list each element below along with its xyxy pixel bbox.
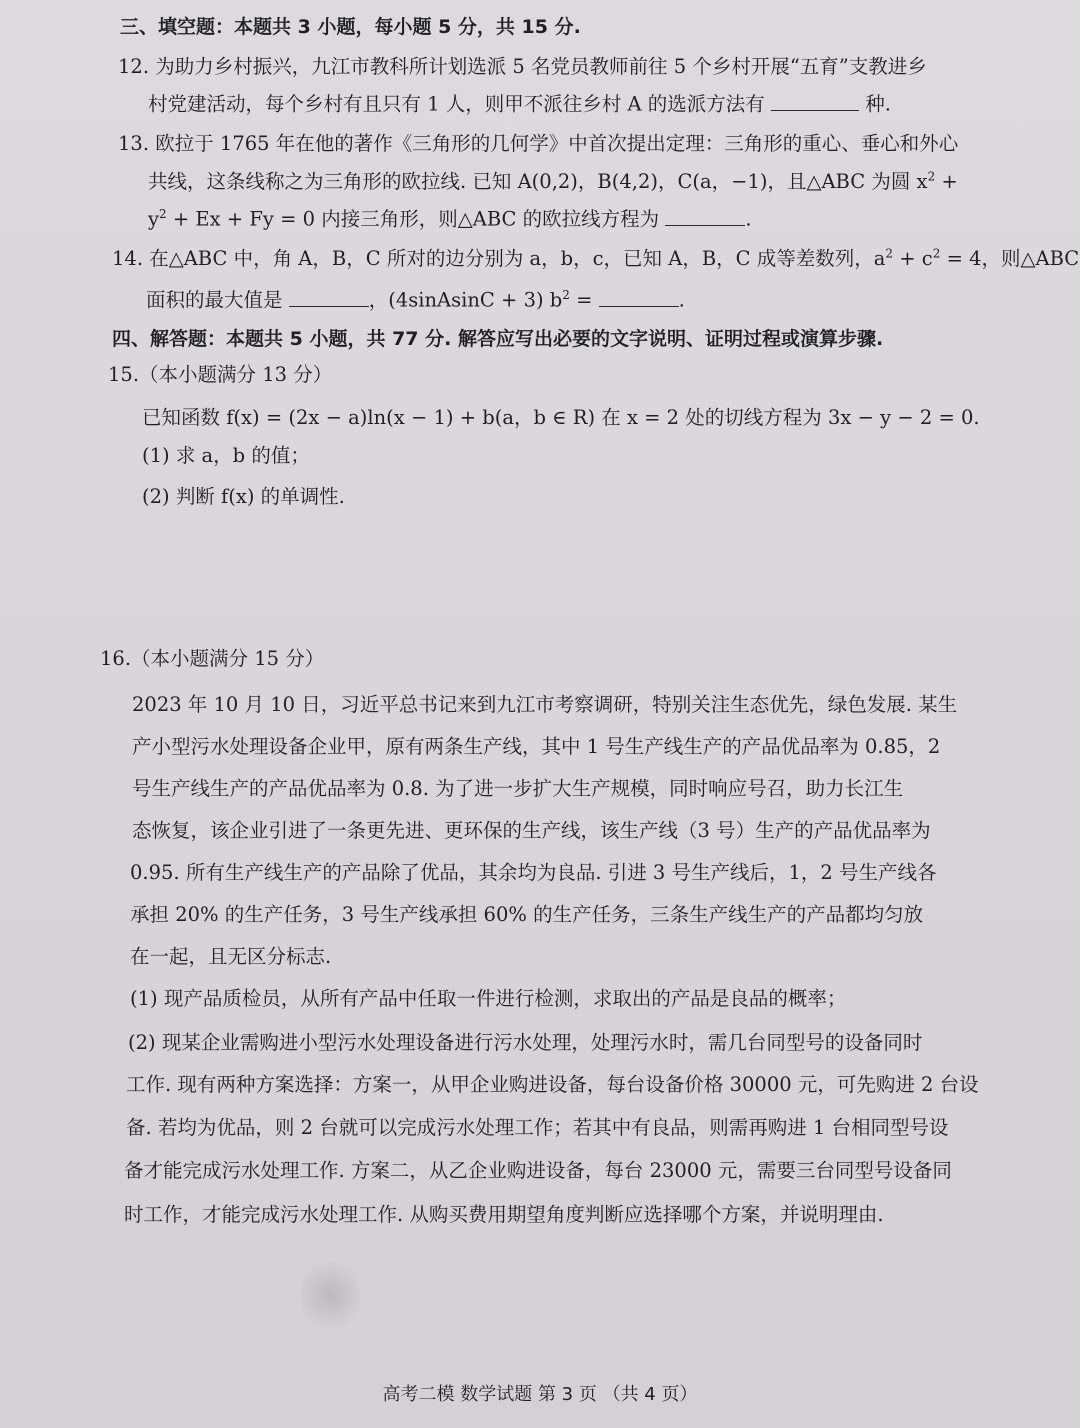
q13-text-d: + Ex + Fy = 0 内接三角形，则△ABC 的欧拉线方程为	[166, 207, 660, 231]
q16-heading: 16.（本小题满分 15 分）	[100, 647, 325, 670]
q16-part-2-line-3: 备. 若均为优品，则 2 台就可以完成污水处理工作；若其中有良品，则需再购进 1 台相同型号设	[126, 1116, 949, 1139]
q14-text-e: ，(4sinAsinC + 3) b	[368, 288, 563, 312]
q13-text-b: +	[935, 170, 958, 193]
q12-answer-blank	[771, 90, 859, 111]
q14-text-c: = 4，则△ABC	[940, 247, 1080, 270]
q12-line-2	[148, 90, 891, 118]
q16-part-2-line-2: 工作. 现有两种方案选择：方案一，从甲企业购进设备，每台设备价格 30000 元，可先购进 2 台设	[126, 1073, 979, 1096]
q15-part-1: (1) 求 a，b 的值；	[142, 444, 310, 467]
q13-sup-2: 2	[159, 207, 167, 221]
fingerprint-smudge	[300, 1255, 360, 1335]
q16-part-1: (1) 现产品质检员，从所有产品中任取一件进行检测，求取出的产品是良品的概率；	[130, 987, 847, 1010]
q16-line-6: 承担 20% 的生产任务，3 号生产线承担 60% 的生产任务，三条生产线生产的产品都均匀放	[130, 903, 924, 926]
q14-answer-blank-2	[599, 286, 679, 307]
q14-sup-1: 2	[885, 246, 894, 261]
section-answer-heading: 四、解答题：本题共 5 小题，共 77 分. 解答应写出必要的文字说明、证明过程或演算步骤.	[112, 328, 884, 350]
q16-line-1: 2023 年 10 月 10 日，习近平总书记来到九江市考察调研，特别关注生态优先，绿色发展. 某生	[132, 693, 958, 716]
page-footer: 高考二模 数学试题 第 3 页 （共 4 页）	[382, 1384, 698, 1405]
q14-sup-2: 2	[932, 246, 941, 261]
q12-line-1: 12. 为助力乡村振兴，九江市教科所计划选派 5 名党员教师前往 5 个乡村开展“五育”支教进乡	[118, 55, 927, 78]
q12-unit: 种.	[865, 92, 891, 116]
q15-stem: 已知函数 f(x) = (2x − a)ln(x − 1) + b(a，b ∈ R) 在 x = 2 处的切线方程为 3x − y − 2 = 0.	[142, 406, 980, 429]
q16-line-2: 产小型污水处理设备企业甲，原有两条生产线，其中 1 号生产线生产的产品优品率为 0.85，2	[132, 735, 941, 758]
q16-part-2-line-4: 备才能完成污水处理工作. 方案二，从乙企业购进设备，每台 23000 元，需要三台同型号设备同	[124, 1159, 952, 1182]
q14-sup-3: 2	[562, 288, 570, 302]
q14-answer-blank-1	[289, 286, 369, 307]
q13-end: .	[745, 207, 752, 231]
q14-line-1	[112, 246, 1079, 272]
q14-text-f: =	[569, 288, 593, 312]
q13-line-3	[148, 205, 752, 233]
q13-sup-1: 2	[927, 169, 936, 184]
q15-heading: 15.（本小题满分 13 分）	[108, 363, 333, 386]
section-fill-in-heading: 三、填空题：本题共 3 小题，每小题 5 分，共 15 分.	[120, 16, 581, 38]
q12-text: 村党建活动，每个乡村有且只有 1 人，则甲不派往乡村 A 的选派方法有	[148, 92, 765, 116]
q15-part-2: (2) 判断 f(x) 的单调性.	[142, 485, 345, 508]
q14-text-b: + c	[893, 247, 933, 270]
q13-answer-blank	[665, 205, 745, 226]
q16-part-2-line-5: 时工作，才能完成污水处理工作. 从购买费用期望角度判断应选择哪个方案，并说明理由.	[124, 1203, 884, 1226]
q16-line-4: 态恢复，该企业引进了一条更先进、更环保的生产线，该生产线（3 号）生产的产品优品率为	[132, 819, 931, 842]
q16-line-7: 在一起，且无区分标志.	[130, 945, 332, 968]
q13-text-c: y	[148, 207, 160, 231]
q14-text-d: 面积的最大值是	[146, 288, 283, 312]
q14-text-a: 14. 在△ABC 中，角 A，B，C 所对的边分别为 a，b，c，已知 A，B，C 成等差数列，a	[112, 247, 886, 270]
q13-line-2	[148, 169, 958, 195]
q16-line-3: 号生产线生产的产品优品率为 0.8. 为了进一步扩大生产规模，同时响应号召，助力长江生	[132, 777, 904, 800]
q16-part-2-line-1: (2) 现某企业需购进小型污水处理设备进行污水处理，处理污水时，需几台同型号的设备同时	[128, 1031, 923, 1054]
q14-line-2	[146, 286, 685, 314]
q13-text-a: 共线，这条线称之为三角形的欧拉线. 已知 A(0,2)，B(4,2)，C(a，−1)，且△ABC 为圆 x	[148, 170, 928, 193]
q14-end: .	[678, 288, 685, 312]
q16-line-5: 0.95. 所有生产线生产的产品除了优品，其余均为良品. 引进 3 号生产线后，1，2 号生产线各	[130, 861, 937, 884]
q13-line-1: 13. 欧拉于 1765 年在他的著作《三角形的几何学》中首次提出定理：三角形的重心、垂心和外心	[118, 132, 959, 155]
